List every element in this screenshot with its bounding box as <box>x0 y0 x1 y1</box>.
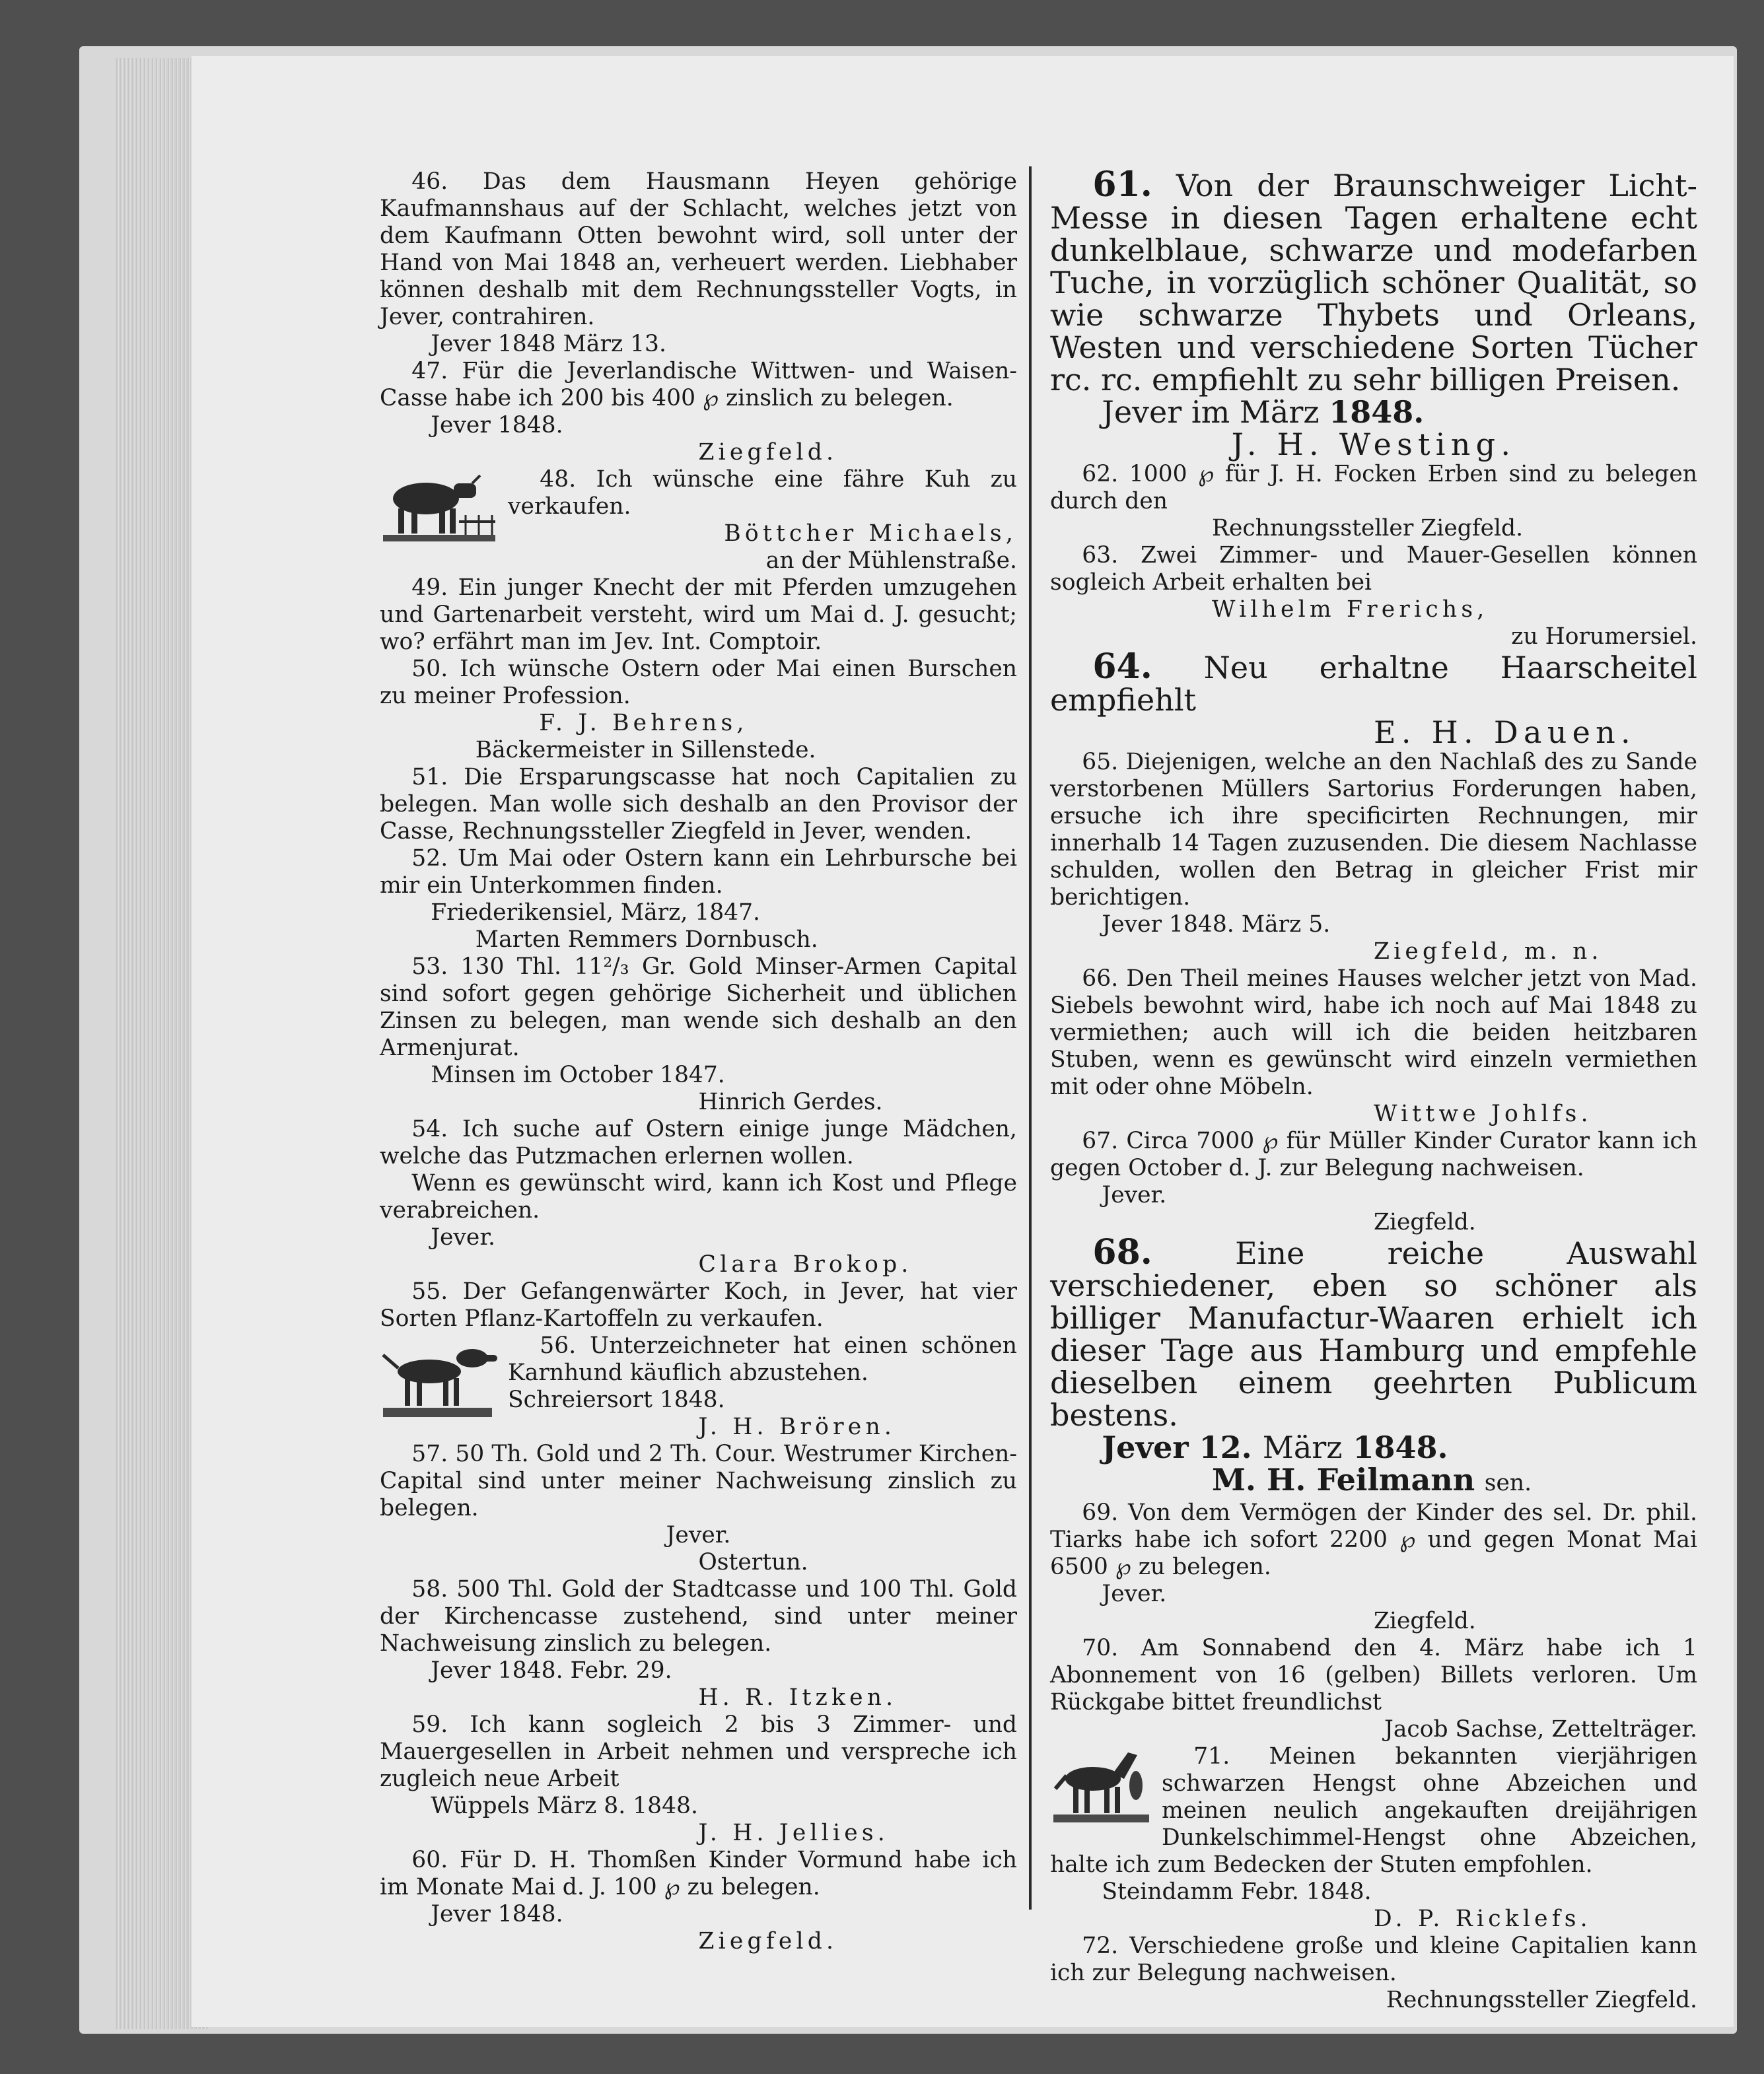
entry-54-signature: Clara Brokop. <box>698 1251 913 1278</box>
entry-58-text: 58. 500 Thl. Gold der Stadtcasse und 100 Thl. Gold der Kirchencasse zustehend, sind unter meiner Nachweisung zinslich zu belegen. <box>380 1576 1017 1657</box>
entry-54-text: 54. Ich suche auf Ostern einige junge Mädchen, welche das Putzmachen erlernen wollen. <box>380 1116 1017 1169</box>
entry-53-date: Minsen im October 1847. <box>431 1062 725 1088</box>
entry-63-text: 63. Zwei Zimmer- und Mauer-Gesellen können sogleich Arbeit erhalten bei <box>1050 542 1697 596</box>
entry-61-date-line <box>1050 396 1697 429</box>
entry-52-signature: Marten Remmers Dornbusch. <box>475 926 818 953</box>
column-divider <box>1029 166 1032 1910</box>
entry-68-number: 68. <box>1092 1232 1152 1272</box>
entry-61-date: Jever im März <box>1102 394 1320 430</box>
entry-65-signature: Ziegfeld, m. n. <box>1374 938 1603 965</box>
entry-54-date: Jever. <box>431 1224 496 1251</box>
entry-63-signature: Wilhelm Frerichs, <box>1212 596 1489 623</box>
entry-50-signature: F. J. Behrens, <box>539 710 748 736</box>
entry-46-text: 46. Das dem Hausmann Heyen gehörige Kaufmannshaus auf der Schlacht, welches jetzt von dem Kaufmann Otten bewohnt wird, soll unter der Hand von Mai 1848 an, verheuert werden. Liebhaber können deshalb mit dem Rechnungssteller Vogts, in Jever, contrahiren. <box>380 168 1017 330</box>
entry-59-signature: J. H. Jellies. <box>698 1820 889 1846</box>
right-column <box>1050 164 1697 2014</box>
entry-53-signature: Hinrich Gerdes. <box>698 1089 883 1115</box>
entry-60-text: 60. Für D. H. Thomßen Kinder Vormund habe ich im Monate Mai d. J. 100 ℘ zu belegen. <box>380 1847 1017 1900</box>
entry-48-text: 48. Ich wünsche eine fähre Kuh zu verkaufen. <box>508 466 1017 520</box>
entry-70-signature: Jacob Sachse, Zettelträger. <box>1384 1716 1697 1743</box>
entry-72-text: 72. Verschiedene große und kleine Capitalien kann ich zur Belegung nachweisen. <box>1050 1933 1697 1986</box>
entry-66-signature: Wittwe Johlfs. <box>1374 1101 1592 1127</box>
entry-68-date-a: Jever <box>1102 1430 1189 1465</box>
horse-woodcut-icon <box>1050 1746 1152 1832</box>
entry-58-signature: H. R. Itzken. <box>698 1684 898 1711</box>
entry-58-date: Jever 1848. Febr. 29. <box>431 1657 672 1684</box>
entry-55-text: 55. Der Gefangenwärter Koch, in Jever, hat vier Sorten Pflanz-Kartoffeln zu verkaufen. <box>380 1278 1017 1332</box>
entry-62-signature: Rechnungssteller Ziegfeld. <box>1212 515 1524 541</box>
entry-47-text: 47. Für die Jeverlandische Wittwen- und Waisen-Casse habe ich 200 bis 400 ℘ zinslich zu belegen. <box>380 358 1017 411</box>
entry-67-text: 67. Circa 7000 ℘ für Müller Kinder Curator kann ich gegen October d. J. zur Belegung nachweisen. <box>1050 1128 1697 1181</box>
entry-52-text: 52. Um Mai oder Ostern kann ein Lehrbursche bei mir ein Unterkommen finden. <box>380 845 1017 899</box>
entry-69-signature: Ziegfeld. <box>1374 1608 1476 1634</box>
entry-65-date: Jever 1848. März 5. <box>1102 911 1331 938</box>
entry-47-signature: Ziegfeld. <box>698 439 838 466</box>
entry-61-signature: J. H. Westing. <box>1231 427 1516 462</box>
entry-59-text: 59. Ich kann sogleich 2 bis 3 Zimmer- und Mauergesellen in Arbeit nehmen und verspreche ich zugleich neue Arbeit <box>380 1711 1017 1792</box>
entry-54-text-2: Wenn es gewünscht wird, kann ich Kost und Pflege verabreichen. <box>380 1170 1017 1224</box>
entry-68-date-line <box>1050 1432 1697 1464</box>
entry-69-date: Jever. <box>1102 1581 1167 1607</box>
entry-50-signature-2: Bäckermeister in Sillenstede. <box>475 737 816 763</box>
entry-64-signature: E. H. Dauen. <box>1374 714 1636 750</box>
entry-71 <box>1050 1743 1697 1933</box>
entry-68-date-c: März <box>1262 1430 1343 1465</box>
entry-60-date: Jever 1848. <box>431 1901 563 1927</box>
entry-68-signature-suffix: sen. <box>1484 1470 1532 1496</box>
entry-61-text: Von der Braunschweiger Licht-Messe in diesen Tagen erhaltene echt dunkelblaue, schwarze und modefarben Tuche, in vorzüglich schöner Qualität, so wie schwarze Thybets und Orleans, Westen und verschiedene Sorten Tücher rc. rc. empfiehlt zu sehr billigen Preisen. <box>1050 168 1697 398</box>
left-column <box>380 168 1017 1955</box>
entry-53-text: 53. 130 Thl. 11²/₃ Gr. Gold Minser-Armen Capital sind sofort gegen gehörige Sicherheit und üblichen Zinsen zu belegen, man wende sich deshalb an den Armenjurat. <box>380 953 1017 1061</box>
cow-woodcut-icon <box>380 469 499 551</box>
entry-70-text: 70. Am Sonnabend den 4. März habe ich 1 Abonnement von 16 (gelben) Billets verloren. Um Rückgabe bittet freundlichst <box>1050 1635 1697 1715</box>
entry-46-date: Jever 1848 März 13. <box>431 331 666 357</box>
entry-61-year: 1848. <box>1329 394 1425 430</box>
entry-64-text: Neu erhaltne Haarscheitel empfiehlt <box>1050 650 1697 718</box>
entry-56-signature: J. H. Brören. <box>698 1414 896 1440</box>
entry-56 <box>380 1332 1017 1441</box>
entry-68-date-b: 12. <box>1199 1430 1252 1465</box>
entry-68-signature: M. H. Feilmann <box>1212 1462 1475 1498</box>
entry-51-text: 51. Die Ersparungscasse hat noch Capitalien zu belegen. Man wolle sich deshalb an den Provisor der Casse, Rechnungssteller Ziegfeld in Jever, wenden. <box>380 764 1017 845</box>
entry-50-text: 50. Ich wünsche Ostern oder Mai einen Burschen zu meiner Profession. <box>380 656 1017 709</box>
entry-57-date: Jever. <box>666 1522 731 1548</box>
entry-64-number: 64. <box>1092 646 1152 687</box>
entry-67-date: Jever. <box>1102 1182 1167 1208</box>
entry-48-signature-2: an der Mühlenstraße. <box>765 547 1017 574</box>
entry-69-text: 69. Von dem Vermögen der Kinder des sel. Dr. phil. Tiarks habe ich sofort 2200 ℘ und gegen Monat Mai 6500 ℘ zu belegen. <box>1050 1500 1697 1580</box>
entry-68-date-d: 1848. <box>1353 1430 1448 1465</box>
entry-48 <box>380 466 1017 574</box>
entry-56-text: 56. Unterzeichneter hat einen schönen Karnhund käuflich abzustehen. <box>508 1332 1017 1386</box>
entry-66-text: 66. Den Theil meines Hauses welcher jetzt von Mad. Siebels bewohnt wird, habe ich noch auf Mai 1848 zu vermiethen; auch will ich die beiden heitzbaren Stuben, wenn es gewünscht wird einzeln vermiethen mit oder ohne Möbeln. <box>1050 965 1697 1100</box>
entry-60-signature: Ziegfeld. <box>698 1928 838 1954</box>
entry-68 <box>1050 1232 1697 1433</box>
entry-47-date: Jever 1848. <box>431 412 563 438</box>
entry-49-text: 49. Ein junger Knecht der mit Pferden umzugehen und Gartenarbeit versteht, wird um Mai d. J. gesucht; wo? erfährt man im Jev. Int. Comptoir. <box>380 574 1017 655</box>
entry-57-signature: Ostertun. <box>698 1549 808 1575</box>
dog-woodcut-icon <box>380 1335 499 1428</box>
entry-67-signature: Ziegfeld. <box>1374 1209 1476 1235</box>
entry-65-text: 65. Diejenigen, welche an den Nachlaß des zu Sande verstorbenen Müllers Sartorius Forderungen haben, ersuche ich ihre specificirten Rechnungen, mir innerhalb 14 Tagen zuzusenden. Die diesem Nachlasse schulden, wollen den Betrag in gleicher Frist mir berichtigen. <box>1050 749 1697 911</box>
entry-71-text: 71. Meinen bekannten vierjährigen schwarzen Hengst ohne Abzeichen und meinen neulich angekauften dreijährigen Dunkelschimmel-Hengst ohne Abzeichen, halte ich zum Bedecken der Stuten empfohlen. <box>1050 1743 1697 1878</box>
entry-48-signature: Böttcher Michaels, <box>724 520 1017 547</box>
entry-59-date: Wüppels März 8. 1848. <box>431 1793 698 1819</box>
entry-61 <box>1050 164 1697 398</box>
entry-56-date: Schreiersort 1848. <box>508 1387 725 1413</box>
entry-68-signature-line <box>1050 1464 1697 1500</box>
entry-61-number: 61. <box>1092 164 1152 205</box>
entry-62-text: 62. 1000 ℘ für J. H. Focken Erben sind zu belegen durch den <box>1050 461 1697 514</box>
entry-63-signature-2: zu Horumersiel. <box>1511 623 1697 650</box>
entry-71-date: Steindamm Febr. 1848. <box>1102 1879 1372 1905</box>
entry-57-text: 57. 50 Th. Gold und 2 Th. Cour. Westrumer Kirchen-Capital sind unter meiner Nachweisung zinslich zu belegen. <box>380 1441 1017 1521</box>
entry-52-date: Friederikensiel, März, 1847. <box>431 899 761 926</box>
entry-68-text: Eine reiche Auswahl verschiedener, eben so schöner als billiger Manufactur-Waaren erhielt ich dieser Tage aus Hamburg und empfehle dieselben einem geehrten Publicum bestens. <box>1050 1235 1697 1433</box>
entry-72-signature: Rechnungssteller Ziegfeld. <box>1386 1987 1697 2013</box>
entry-71-signature: D. P. Ricklefs. <box>1374 1906 1592 1932</box>
entry-64 <box>1050 646 1697 718</box>
